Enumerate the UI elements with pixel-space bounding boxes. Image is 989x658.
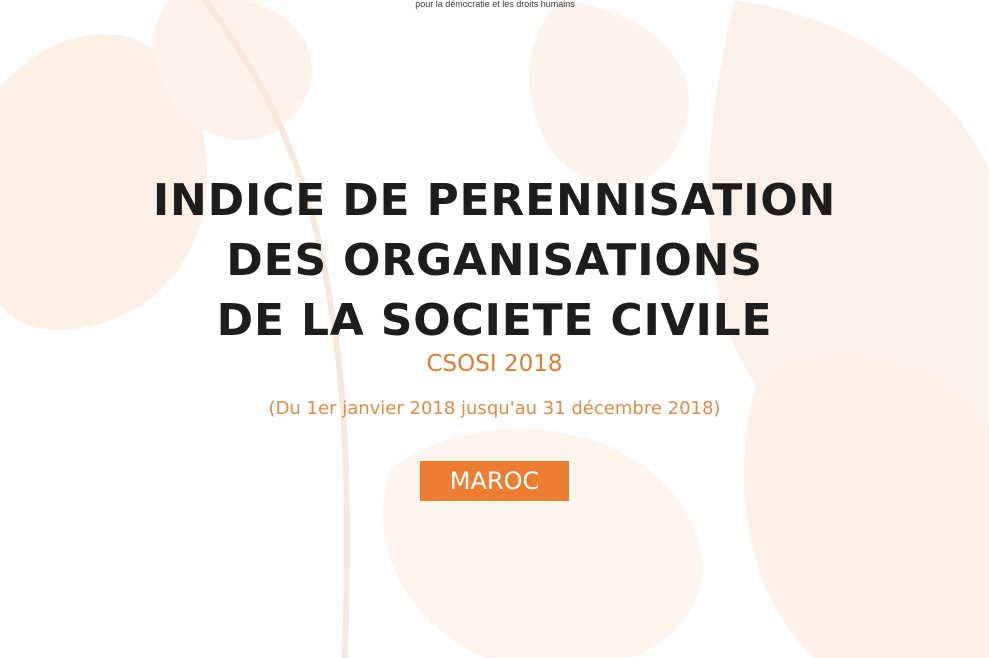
- organization-tagline: pour la démocratie et les droits humains: [415, 0, 575, 9]
- report-subtitle: CSOSI 2018: [426, 351, 563, 377]
- title-line-3: DE LA SOCIETE CIVILE: [216, 295, 773, 347]
- upper-right-leaf-shape: [529, 0, 689, 185]
- title-line-1: INDICE DE PERENNISATION: [152, 175, 837, 227]
- report-period: (Du 1er janvier 2018 jusqu'au 31 décembre 2018): [268, 398, 721, 419]
- report-title: [0, 171, 989, 351]
- title-line-2: DES ORGANISATIONS: [226, 235, 763, 287]
- country-badge: MAROC: [420, 461, 569, 501]
